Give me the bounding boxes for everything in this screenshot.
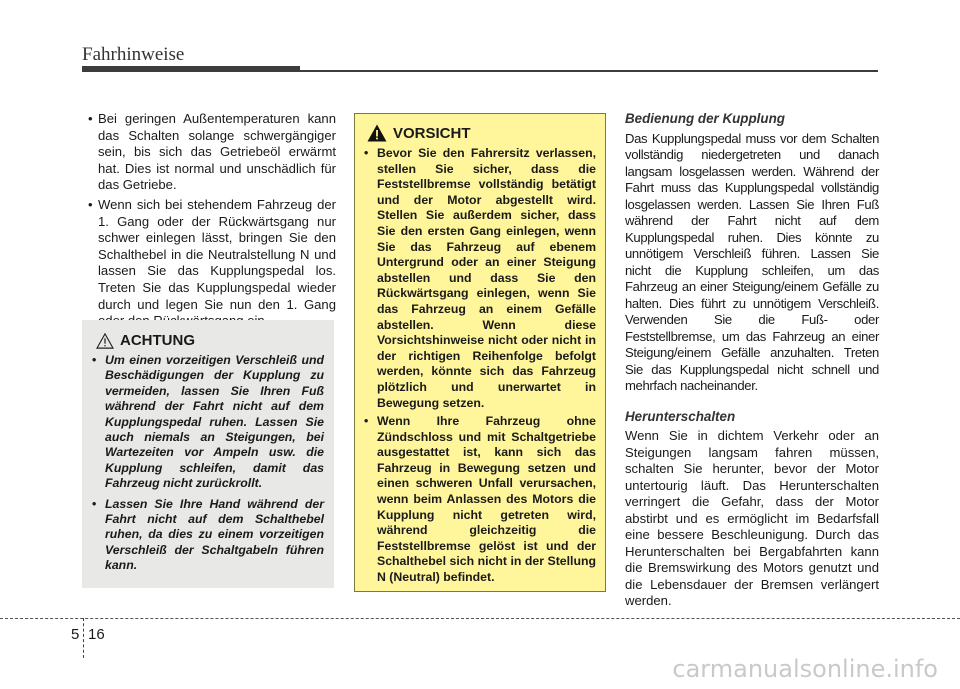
list-item: • Bei geringen Außentemperaturen kann das Schalten solange schwergängiger sein, bis sich das Getriebeöl erwärmt hat. Dies ist normal und unschädlich für das Getriebe. [88, 111, 336, 194]
section-text-kupplung: Das Kupplungspedal muss vor dem Schalten vollständig niedergetreten und danach langsam losgelassen werden. Während der Fahrt muss das Kupplungspedal vollständig losgelassen werden. Lassen Sie Ihren Fuß während der Fahrt nicht auf dem Kupplungspedal ruhen. Dies könnte zu unnötigem Verschleiß führen. Lassen Sie nicht die Kupplung schleifen, um das Fahrzeug an einer Steigung/einem Gefälle zu halten. Dies führt zu unnötigem Verschleiß. Verwenden Sie die Fuß- oder Feststellbremse, um das Fahrzeug an einer Steigung/einem Gefälle anzuhalten. Treten Sie das Kupplungspedal nicht schnell und mehrfach nacheinander. [625, 130, 879, 393]
section-text-herunterschalten: Wenn Sie in dichtem Verkehr oder an Steigungen langsam fahren müssen, schalten Sie herunter, bevor der Motor untertourig läuft. Das Herunterschalten verringert die Gefahr, dass der Motor abstirbt und es ermöglicht im Bedarfsfall eine bessere Beschleunigung. Durch das Herunterschalten bei Bergabfahrten kann die Bremswirkung des Motors genutzt und die Lebensdauer der Bremsen verlängert werden. [625, 428, 879, 608]
page-number-divider [83, 618, 85, 658]
section-title-kupplung: Bedienung der Kupplung [625, 111, 785, 126]
warning-filled-icon [367, 124, 387, 142]
achtung-list [92, 353, 324, 579]
header-rule-thin [300, 70, 878, 72]
list-item: • Lassen Sie Ihre Hand während der Fahrt nicht auf dem Schalthebel ruhen, da dies zu einem vorzeitigen Verschleiß der Schaltgabeln führen kann. [92, 497, 324, 574]
achtung-heading [96, 332, 195, 349]
vorsicht-title: VORSICHT [393, 124, 471, 142]
watermark: carmanualsonline.info [672, 655, 938, 683]
vorsicht-warning-box [354, 113, 606, 592]
vorsicht-list [364, 146, 596, 589]
list-item: • Um einen vorzeitigen Verschleiß und Beschädigungen der Kupplung zu vermeiden, lassen Sie Ihren Fuß während der Fahrt nicht auf dem Kupplungspedal ruhen. Lassen Sie auch niemals an Steigungen, bei Wartezeiten vor Ampeln usw. die Kupplung schleifen, damit das Fahrzeug nicht zurückrollt. [92, 353, 324, 492]
list-item: • Wenn sich bei stehendem Fahrzeug der 1. Gang oder der Rückwärtsgang nur schwer einlegen lässt, bringen Sie den Schalthebel in die Neutralstellung N und lassen Sie das Kupplungspedal los. Treten Sie das Kupplungspedal wieder durch und legen Sie nun den 1. Gang [88, 197, 336, 330]
left-bullet-list [88, 111, 336, 330]
section-title-herunterschalten: Herunterschalten [625, 408, 736, 424]
header-rule-thick [82, 66, 300, 72]
right-column [625, 111, 879, 624]
vorsicht-heading [367, 124, 471, 142]
achtung-title: ACHTUNG [120, 332, 195, 349]
list-item: • Bevor Sie den Fahrersitz verlassen, stellen Sie sicher, dass die Feststellbremse vollständig betätigt und der Motor abgestellt wird. Stellen Sie außerdem sicher, dass Sie den ersten Gang einlegen, wenn Sie das Fahrzeug auf ebenem Untergrund oder an einer Steigung abstellen und dass Sie den Rückwärtsgang einlegen, wenn Sie das Fahrzeug an einem Gefälle abstellen. Wenn diese Vorsichtshinweise nicht oder nicht in der richtigen Reihenfolge befolgt werden, könnte sich das Fahrzeug plötzlich und unerwartet in Bewegung setzen. [364, 146, 596, 411]
warning-outline-icon [96, 333, 114, 349]
left-column [88, 111, 336, 333]
footer-divider [0, 618, 960, 619]
chapter-number: 5 [71, 626, 80, 643]
achtung-notice-box [82, 320, 334, 588]
page-header-title: Fahrhinweise [82, 44, 185, 65]
list-item: • Wenn Ihre Fahrzeug ohne Zündschloss und mit Schaltgetriebe ausgestattet ist, kann sich das Fahrzeug in Bewegung setzen und einen schweren Unfall verursachen, wenn beim Anlassen des Motors die Kupplung nicht getreten wird, während gleichzeitig die Feststellbremse gelöst ist und der Schalthebel sich nicht in der Stellung N (Neutral) befindet. [364, 414, 596, 586]
page-number: 16 [88, 626, 105, 643]
